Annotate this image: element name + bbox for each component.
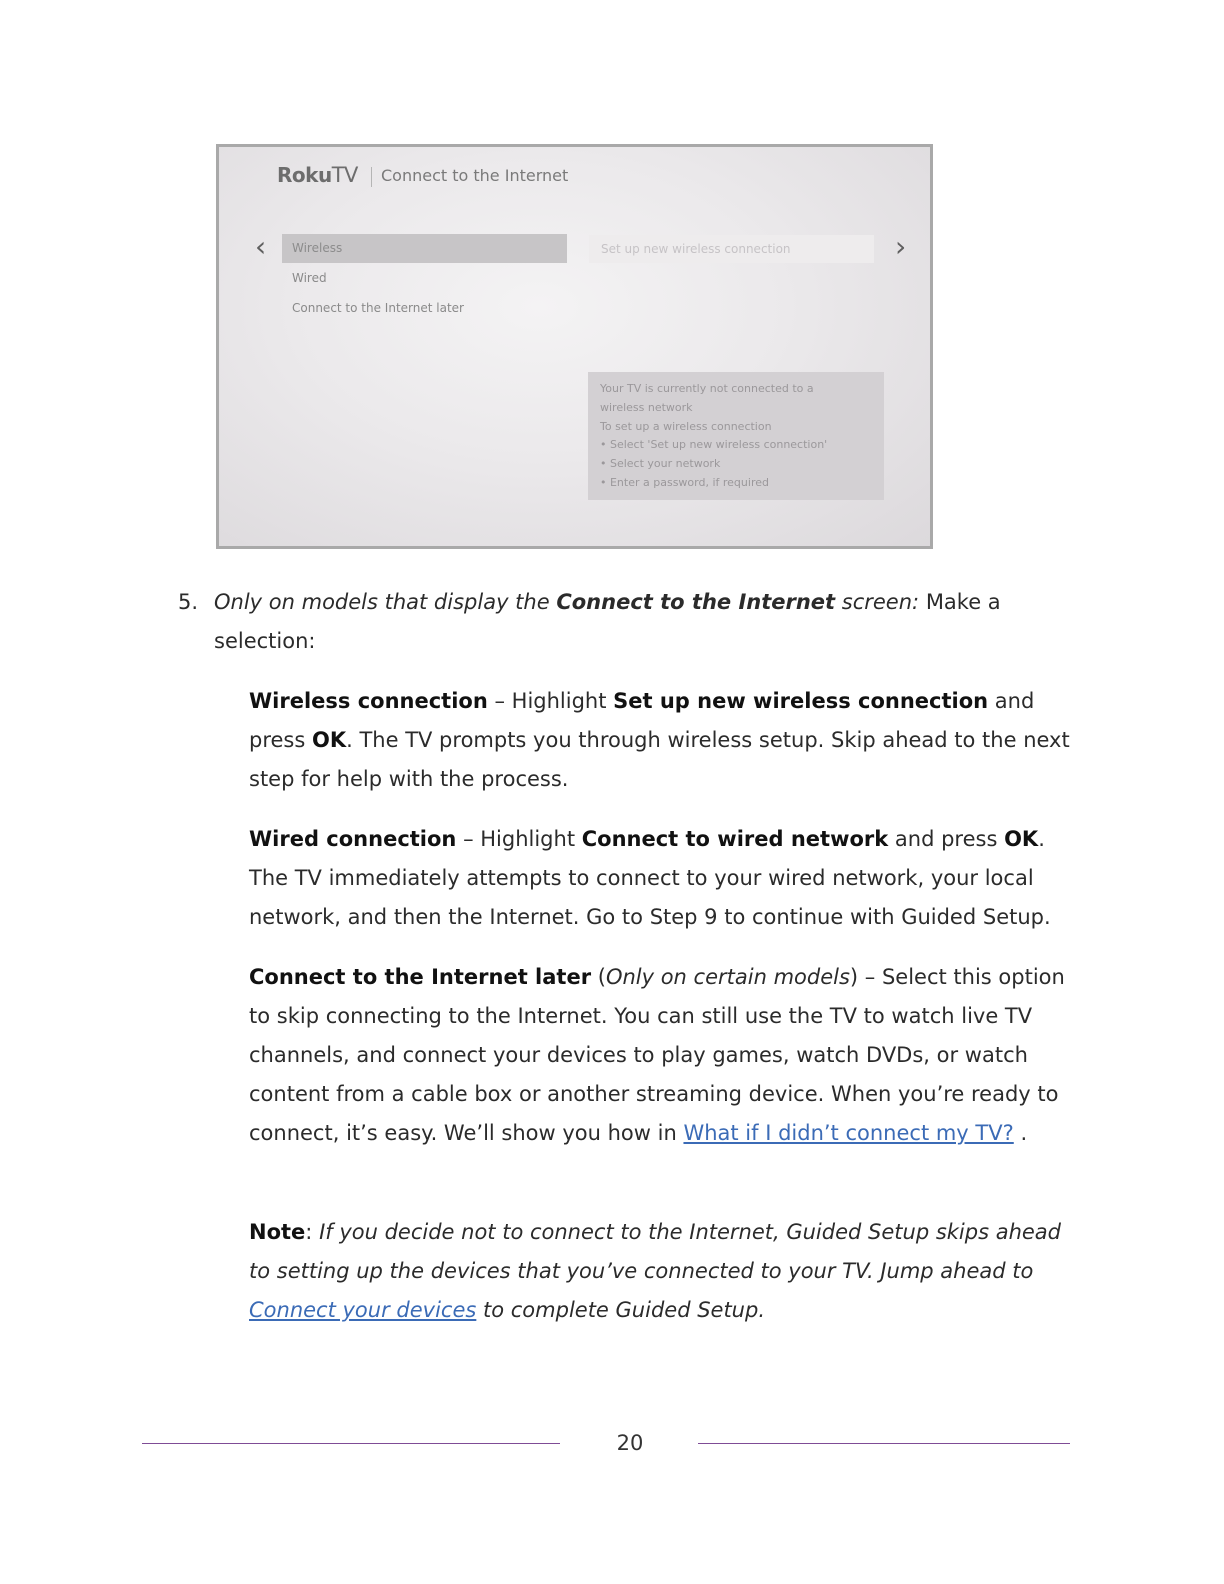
menu-item-wired: Wired — [292, 271, 327, 285]
roku-tv-logo: RokuTV — [277, 163, 358, 187]
wireless-paragraph: Wireless connection – Highlight Set up new wireless connection and press OK. The TV prompts you through wireless setup. Skip ahead to the next step for help with the process. — [249, 689, 1070, 791]
info-line: • Select your network — [600, 457, 721, 471]
info-line: To set up a wireless connection — [600, 419, 772, 433]
chevron-right-icon: › — [895, 230, 907, 263]
menu-item-wireless: Wireless — [282, 234, 567, 263]
menu-item-later: Connect to the Internet later — [292, 301, 464, 315]
info-line: • Enter a password, if required — [600, 475, 769, 489]
set-up-new-wireless-text: Set up new wireless connection — [613, 689, 989, 713]
set-up-wireless-option: Set up new wireless connection — [589, 235, 874, 263]
page-number: 20 — [616, 1431, 644, 1455]
step-5 — [178, 583, 1068, 661]
chevron-left-icon: ‹ — [255, 230, 267, 263]
intro-italic-2: screen: — [841, 590, 920, 614]
later-label: Connect to the Internet later — [249, 965, 592, 989]
title-separator — [371, 167, 372, 187]
footer-rule-right — [698, 1443, 1070, 1444]
connect-devices-link[interactable]: Connect your devices — [249, 1298, 477, 1322]
step-intro — [214, 583, 1068, 661]
intro-bold: Connect to the Internet — [556, 590, 836, 614]
note-paragraph: Note: If you decide not to connect to the Internet, Guided Setup skips ahead to setting up the devices that you’ve connected to your TV. Jump ahead to Connect your devices to complete Guided Setup. — [249, 1220, 1062, 1322]
ok-text: OK — [311, 728, 347, 752]
wired-label: Wired connection — [249, 827, 457, 851]
wired-paragraph: Wired connection – Highlight Connect to wired network and press OK. The TV immediately attempts to connect to your wired network, your local network, and then the Internet. Go to Step 9 to continue with Guided Setup. — [249, 827, 1051, 929]
note-label: Note — [249, 1220, 306, 1244]
screen-title: Connect to the Internet — [381, 166, 569, 185]
connect-to-internet-screenshot — [216, 144, 933, 549]
later-paragraph: Connect to the Internet later (Only on certain models) – Select this option to skip connecting to the Internet. You can still use the TV to watch live TV channels, and connect your devices to play games, watch DVDs, or watch content from a cable box or another streaming device. When you’re ready to connect, it’s easy. We’ll show you how in What if I didn’t connect my TV? . — [249, 965, 1065, 1145]
info-line: wireless network — [600, 400, 693, 414]
intro-rest: Make a selection: — [214, 590, 1001, 653]
info-panel — [588, 372, 884, 500]
step-number: 5. — [178, 590, 199, 614]
ok-text: OK — [1004, 827, 1039, 851]
connect-wired-text: Connect to wired network — [581, 827, 889, 851]
info-line: • Select 'Set up new wireless connection' — [600, 438, 828, 452]
intro-italic: Only on models that display the — [214, 590, 550, 614]
info-line: Your TV is currently not connected to a — [600, 382, 814, 395]
wireless-label: Wireless connection — [249, 689, 488, 713]
what-if-link[interactable]: What if I didn’t connect my TV? — [683, 1121, 1014, 1145]
footer-rule-left — [142, 1443, 560, 1444]
